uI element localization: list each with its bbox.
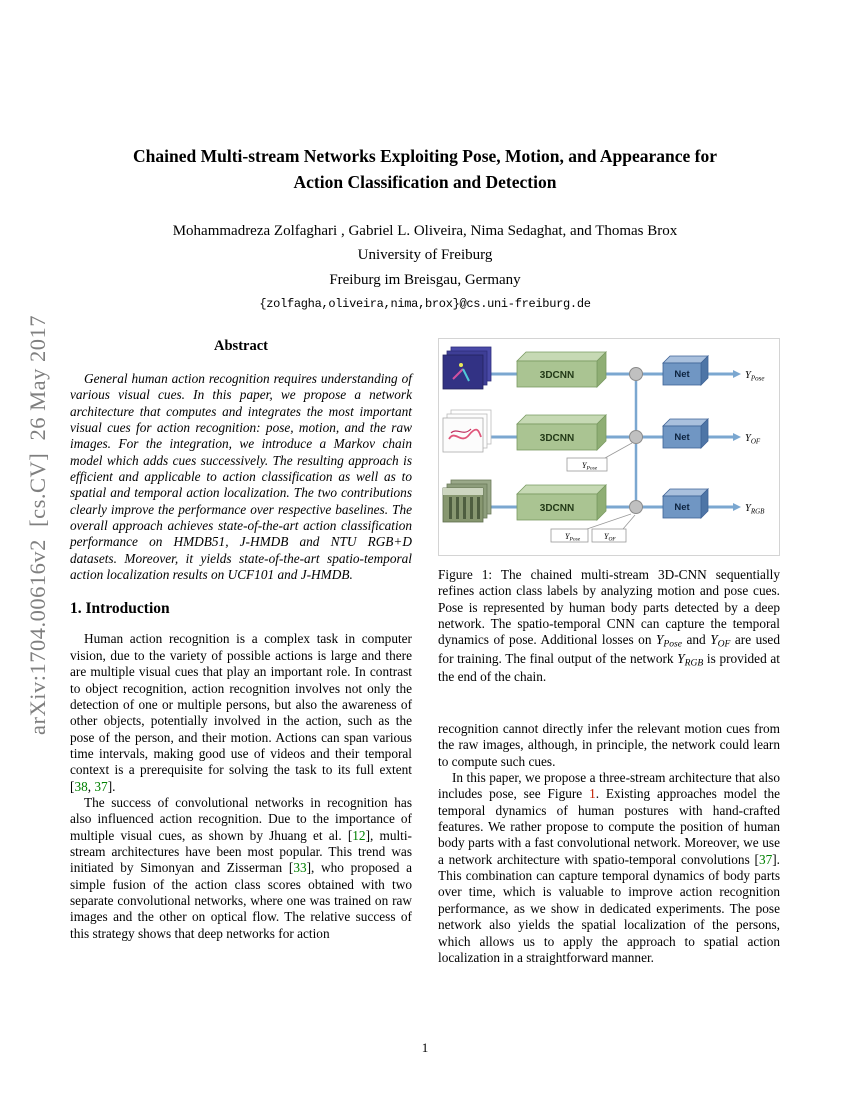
figure-1 — [438, 338, 780, 556]
merge-node-rgb — [630, 501, 643, 514]
text-run: Figure 1: The chained multi-stream 3D-CNN sequentially refines action class labels by analyzing motion and pose cues. Pose is represented by human body parts detected by a deep network. The spatio-temporal CNN can capture the temporal dynamics of pose. Additional losses on — [438, 567, 780, 648]
text-run: , — [87, 778, 95, 794]
author-list: Mohammadreza Zolfaghari , Gabriel L. Oliveira, Nima Sedaghat, and Thomas Brox — [172, 222, 678, 239]
figure-1-diagram — [439, 339, 779, 555]
body-paragraph-contribution — [438, 770, 780, 966]
3dcnn-label: 3DCNN — [539, 503, 575, 514]
abstract-text: General human action recognition requires understanding of various visual cues. In this paper, we propose a network architecture that computes and integrates the most important visual cues for action recognition: pose, motion, and the raw images. For the integration, we introduce a Markov chain model which adds cues successively. The resulting approach is efficient and applicable to action classification as well as to spatial and temporal action localization. The two contributions clearly improve the performance over respective baselines. The overall approach achieves state-of-the-art action classification performance on HMDB51, J-HMDB and NTU RGB+D datasets. Moreover, it yields state-of-the-art spatio-temporal action localization results on UCF101 and J-HMDB. — [70, 371, 412, 583]
paper-title-line-2: Action Classification and Detection — [293, 171, 557, 192]
3dcnn-box-rgb — [517, 485, 606, 520]
left-column — [70, 338, 412, 966]
pose-input-stack — [443, 347, 491, 389]
3dcnn-box-pose — [517, 352, 606, 387]
introduction-paragraph-2 — [70, 795, 412, 942]
page-number: 1 — [421, 1040, 429, 1055]
text-run: ], who proposed a simple fusion of the action class scores obtained with two separate convolutional networks, where one was trained on raw images and the other on optical flow. The relative success of this strategy shows that deep networks for action — [70, 860, 413, 941]
two-column-body — [70, 338, 780, 966]
text-run: The success of convolutional networks in recognition has also influenced action recognition. Due to the importance of multiple visual cues, as shown by Jhuang et al. [ — [70, 794, 412, 843]
section-heading-introduction: 1. Introduction — [70, 600, 170, 618]
paper-header — [70, 144, 780, 311]
math-symbol: Y — [710, 632, 718, 648]
output-arrowhead-of — [733, 433, 741, 441]
paper-title-line-1: Chained Multi-stream Networks Exploiting Pose, Motion, and Appearance for — [133, 146, 717, 166]
optical-flow-input-stack — [443, 410, 491, 452]
output-arrowhead-pose — [733, 370, 741, 378]
net-label: Net — [674, 369, 690, 380]
svg-text:YOF: YOF — [604, 532, 616, 543]
svg-text:YPose: YPose — [565, 532, 581, 543]
citation-link[interactable]: 12 — [352, 827, 366, 843]
net-label: Net — [674, 432, 690, 443]
text-run: recognition cannot directly infer the relevant motion cues from the raw images, although, in principle, the network could learn to compute such cues. — [438, 721, 780, 769]
author-email: {zolfagha,oliveira,nima,brox}@cs.uni-freiburg.de — [259, 297, 591, 312]
svg-text:YPose: YPose — [582, 461, 598, 472]
merge-node-pose — [630, 368, 643, 381]
3dcnn-label: 3DCNN — [539, 370, 575, 381]
math-symbol: Y — [677, 650, 685, 666]
output-label-y-pose: $Y_{Pose}$ — [745, 370, 765, 383]
text-run: ]. — [107, 778, 116, 794]
body-paragraph-continuation — [438, 721, 780, 770]
citation-link[interactable]: 37 — [758, 851, 773, 867]
3dcnn-box-flow — [517, 415, 606, 450]
text-run: ]. This combination can capture temporal dynamics of body parts over time, which is valuable to improve action recognition performance, as we show in dedicated experiments. The pose network also yields the spatial localization of the persons, which allows us to apply the approach to spatial action localization in a straightforward manner. — [438, 851, 780, 965]
math-subscript: RGB — [684, 656, 704, 668]
output-arrowhead-rgb — [733, 503, 741, 511]
math-subscript: OF — [717, 638, 731, 650]
paper-title — [70, 144, 780, 196]
affiliation-city: Freiburg im Breisgau, Germany — [329, 272, 521, 289]
text-run: In this paper, we propose a three-stream architecture that also includes pose, see Figure — [438, 770, 780, 802]
citation-link[interactable]: 33 — [293, 860, 307, 876]
net-box-pose — [663, 356, 708, 385]
right-column — [438, 338, 780, 966]
merge-node-flow — [630, 431, 643, 444]
net-box-rgb — [663, 489, 708, 518]
text-run: Human action recognition is a complex task in computer vision, due to the variety of possible actions is large and there are multiple visual cues that play an important role. In contrast to object recognition, action recognition involves not only the detection of one or multiple persons, but also the awareness of other objects, potentially involved in the action, such as the pose of the person, and their motion. Actions can span various time intervals, making good use of videos and their temporal context is a prerequisite for solving the task to its full extent [ — [70, 631, 412, 794]
net-box-flow — [663, 419, 708, 448]
abstract-heading: Abstract — [214, 338, 268, 354]
chain-label-yof — [592, 515, 635, 543]
introduction-paragraph-1 — [70, 631, 412, 794]
rgb-input-stack — [443, 480, 491, 522]
text-run: and — [681, 632, 711, 648]
text-run: ], multi-stream architectures have been most popular. This trend was initiated by Simonyan and Zisserman [ — [70, 827, 412, 876]
figure-reference-link[interactable]: 1 — [589, 786, 596, 802]
affiliation-university: University of Freiburg — [357, 246, 493, 263]
math-subscript: Pose — [663, 638, 682, 650]
3dcnn-label: 3DCNN — [539, 433, 575, 444]
output-label-y-of: $Y_{OF}$ — [745, 433, 761, 446]
text-run: are used for training. The final output of the network — [438, 632, 780, 666]
output-label-y-rgb: $Y_{RGB}$ — [745, 503, 765, 516]
arxiv-stamp: arXiv:1704.00616v2 [cs.CV] 26 May 2017 — [25, 315, 50, 735]
net-label: Net — [674, 502, 690, 513]
text-run: . Existing approaches model the temporal dynamics of human postures with hand-crafted features. We rather propose to compute the position of human body parts with a fast convolutional network. Moreover, we use a network architecture with spatio-temporal convolutions [ — [438, 786, 780, 867]
citation-link[interactable]: 38 — [74, 778, 88, 794]
figure-1-caption — [438, 567, 780, 685]
math-symbol: Y — [655, 632, 664, 648]
citation-link[interactable]: 37 — [94, 778, 108, 794]
text-run: is provided at the end of the chain. — [438, 650, 780, 684]
